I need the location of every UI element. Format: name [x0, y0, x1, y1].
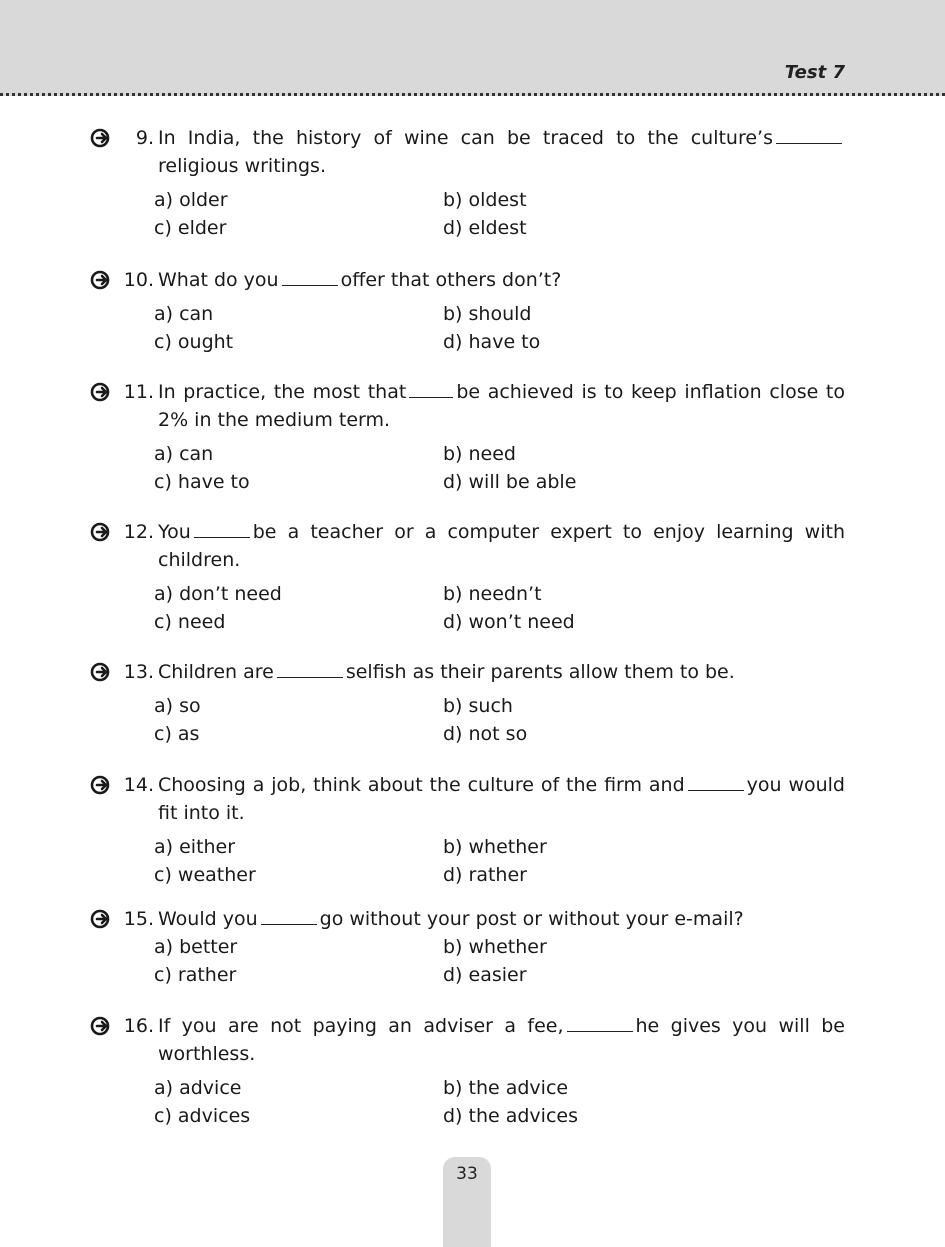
question-15 — [90, 905, 845, 989]
answer-options — [154, 1074, 845, 1130]
question-number: 14. — [123, 774, 154, 796]
question-text: Children are selfish as their parents allow them to be. — [158, 661, 735, 683]
question-number: 11. — [123, 381, 154, 403]
arrow-bullet-icon — [90, 1016, 114, 1036]
answer-blank — [282, 267, 338, 286]
answer-options — [154, 580, 845, 636]
answer-blank — [194, 519, 250, 538]
option-c: c) need — [154, 611, 226, 633]
question-text: In practice, the most that be achieved is to keep inflation close to 2% in the medium term. — [158, 381, 846, 431]
option-c: c) weather — [154, 864, 256, 886]
option-a: a) either — [154, 836, 236, 858]
option-c: c) rather — [154, 964, 237, 986]
question-10 — [90, 266, 845, 356]
arrow-bullet-icon — [90, 128, 114, 148]
option-d: d) the advices — [443, 1105, 578, 1127]
question-11 — [90, 378, 845, 496]
question-14 — [90, 771, 845, 889]
answer-options — [154, 692, 845, 748]
answer-blank — [409, 379, 453, 398]
option-a: a) can — [154, 443, 214, 465]
option-c: c) have to — [154, 471, 250, 493]
option-a: a) don’t need — [154, 583, 282, 605]
arrow-bullet-icon — [90, 662, 114, 682]
answer-options — [154, 440, 845, 496]
question-text: In India, the history of wine can be traced to the culture’sreligious writings. — [158, 124, 845, 180]
option-a: a) so — [154, 695, 201, 717]
option-b: b) the advice — [443, 1077, 569, 1099]
option-d: d) have to — [443, 331, 541, 353]
option-d: d) easier — [443, 964, 527, 986]
arrow-bullet-icon — [90, 382, 114, 402]
answer-blank — [277, 659, 343, 678]
option-a: a) older — [154, 189, 228, 211]
option-c: c) elder — [154, 217, 227, 239]
option-a: a) advice — [154, 1077, 242, 1099]
answer-options — [154, 300, 845, 356]
question-text: Choosing a job, think about the culture of the firm and you would fit into it. — [158, 774, 845, 824]
option-a: a) better — [154, 936, 238, 958]
answer-options — [154, 186, 845, 242]
answer-options — [154, 833, 845, 889]
question-text: What do you offer that others don’t? — [158, 269, 562, 291]
answer-blank — [688, 772, 744, 791]
arrow-bullet-icon — [90, 775, 114, 795]
option-c: c) ought — [154, 331, 234, 353]
option-c: c) as — [154, 723, 200, 745]
question-number: 10. — [123, 269, 154, 291]
option-b: b) such — [443, 695, 513, 717]
question-13 — [90, 658, 845, 748]
option-b: b) whether — [443, 936, 547, 958]
option-d: d) won’t need — [443, 611, 575, 633]
answer-blank — [261, 906, 317, 925]
question-number: 9. — [135, 127, 154, 149]
option-b: b) should — [443, 303, 532, 325]
dotted-divider — [0, 93, 945, 96]
option-d: d) rather — [443, 864, 527, 886]
option-d: d) will be able — [443, 471, 577, 493]
option-b: b) oldest — [443, 189, 527, 211]
question-text: Would you go without your post or without your e-mail? — [158, 908, 744, 930]
question-12 — [90, 518, 845, 636]
answer-blank — [567, 1013, 633, 1032]
option-a: a) can — [154, 303, 214, 325]
question-number: 12. — [123, 521, 154, 543]
question-9 — [90, 124, 845, 242]
option-b: b) whether — [443, 836, 547, 858]
option-d: d) not so — [443, 723, 528, 745]
arrow-bullet-icon — [90, 270, 114, 290]
arrow-bullet-icon — [90, 522, 114, 542]
question-16 — [90, 1012, 845, 1130]
question-text: If you are not paying an adviser a fee, he gives you will be worthless. — [158, 1015, 845, 1065]
option-b: b) need — [443, 443, 516, 465]
option-d: d) eldest — [443, 217, 527, 239]
answer-options — [154, 933, 845, 989]
question-number: 16. — [123, 1015, 154, 1037]
test-label: Test 7 — [784, 62, 845, 83]
option-b: b) needn’t — [443, 583, 542, 605]
question-text: You be a teacher or a computer expert to enjoy learning with children. — [158, 521, 845, 571]
question-number: 13. — [123, 661, 154, 683]
question-number: 15. — [123, 908, 154, 930]
arrow-bullet-icon — [90, 909, 114, 929]
page-number: 33 — [456, 1164, 478, 1184]
answer-blank — [776, 125, 842, 144]
option-c: c) advices — [154, 1105, 251, 1127]
